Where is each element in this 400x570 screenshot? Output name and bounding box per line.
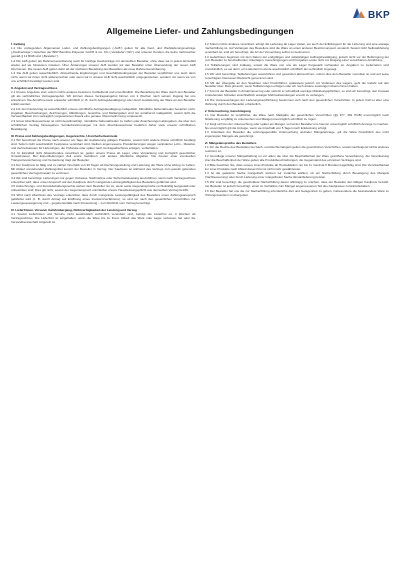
clause-paragraph: 5.1 Der Besteller ist verpflichtet, die Ware nach Maßgabe der gesetzlichen Vorschriften (§§ 377, 381 HGB) unverzüglich nach Ablieferung sorgfältig zu untersuchen und Mängel unverzüglich schriftlich zu rügen. [204, 113, 389, 121]
section-heading: VI. Mängelansprüche des Bestellers [204, 141, 257, 146]
section-heading: III. Preise und Zahlungsbedingungen, Gegenrechte, Unsicherheitseinrede [11, 133, 118, 138]
clause-paragraph: 3.6 Wird nach Abschluss des Vertrags erkennbar, dass durch mangelnde Leistungsfähigkeit des Bestellers unser Zahlungsanspruch gefährdet wird (z. B. durch Antrag auf Eröffnung eines Insolvenzverfahrens), so sind wir nach den gesetzlichen Vorschriften zur Leistungsverweigerung und – gegebenenfalls nach Fristsetzung – zum Rücktritt vom Vertrag berechtigt. [11, 193, 196, 205]
section-heading: I. Geltung [11, 43, 26, 46]
clause-paragraph: 6.1 Für die Rechte des Bestellers bei Sach- und Rechtsmängeln gelten die gesetzlichen Vorschriften, soweit nachfolgend nichts anderes bestimmt ist. [204, 145, 389, 154]
clause-paragraph: 6.5 Wir sind berechtigt, die geschuldete Nacherfüllung davon abhängig zu machen, dass der Besteller den fälligen Kaufpreis bezahlt. Der Besteller ist jedoch berechtigt, einen im Verhältnis zum Mangel angemessenen Teil des Kaufpreises zurückzubehalten. [204, 180, 389, 188]
clause-paragraph: 6.2 Grundlage unserer Mängelhaftung ist vor allem die über die Beschaffenheit der Ware getroffene Vereinbarung. Als Vereinbarung über die Beschaffenheit der Ware gelten alle Produktbeschreibungen, die Gegenstand des einzelnen Vertrages sind. [204, 154, 389, 162]
terms-column-left [11, 43, 196, 565]
clause-paragraph: 4.3 Lieferfristen beginnen mit dem Datum der endgültigen und vollständigen Auftragsbestätigung, jedoch nicht vor der Beibringung der vom Besteller zu beschaffenden Unterlagen, Genehmigungen und Freigaben sowie nicht vor Eingang einer vereinbarten Anzahlung. [204, 54, 389, 63]
section-heading: V. Untersuchung, Genehmigung [204, 108, 251, 113]
clause-paragraph: 5.2 Zeigt sich bei der Untersuchung oder später ein Mangel, so hat der Besteller uns hiervon unverzüglich schriftlich Anzeige zu machen. Als unverzüglich gilt die Anzeige, wenn sie innerhalb von 5 Tagen nach Entdeckung erfolgt. [204, 121, 389, 130]
terms-column-right [205, 43, 390, 565]
clause-paragraph: 6.3 Bitte beachten Sie, dass unsere Liner-Produkte ab Herstelldatum nur bis zu maximal 6 Monaten lagerfähig sind. Die Verarbeitbarkeit der Liner-Produkte nach Ablauf dieser Frist ist nicht mehr gewährleistet. [204, 162, 389, 171]
clause-paragraph: 6.6 Der Besteller hat uns die zur Nacherfüllung erforderliche Zeit und Gelegenheit zu geben, insbesondere die beanstandete Ware zu Prüfungszwecken zu übergeben. [204, 188, 389, 197]
clause-paragraph: 4.4 Teillieferungen sind zulässig, soweit die Ware von uns als Lager freigestellt vorhanden ist. Angaben zu Lieferzeiten sind unverbindlich, es sei denn, ein Liefertermin wurde ausdrücklich schriftlich als verbindlich zugesagt. [204, 63, 389, 72]
clause-paragraph: 1.3 Die ALB gelten ausschließlich. Abweichende Ergänzungen und Geschäftsbedingungen der Besteller verpflichten uns auch dann nicht, wenn wir ihnen nicht widersprechen oder wenn wir in unserer ALB nicht ausdrücklich entgegenstehen, sondern nur wenn sie von uns schriftlich bestätigt worden sind. [11, 71, 196, 84]
section-heading: IV. Lieferfristen, Versand, Gefahrübergang, Nichtverfügbarkeit der Leistung und Verzug [11, 207, 137, 212]
clause-paragraph: 4.2 Sofern nichts anderes vereinbart, erfolgt die Lieferung ab Lager Velten, wo auch der Erfüllungsort für die Lieferung und eine etwaige Nacherfüllung ist. Auf Verlangen des Bestellers wird die Ware an einen anderen Bestimmungsort versandt. Soweit nicht Selbstabholung vereinbart ist, sind wir berechtigt, die Art der Versendung selbst zu bestimmen. [204, 43, 389, 54]
clause-paragraph: 3.3 Der Kaufpreis ist fällig und zu zahlen innerhalb von 30 Tagen ab Rechnungsstellung und Lieferung der Ware ohne Abzug zu zahlen. Mit Ablauf vorstehender Zahlungsfrist kommt der Besteller in Verzug. Der Kaufpreis ist während des Verzugs zum jeweils geltenden gesetzlichen Verzugszinssatz zu verzinsen. [11, 163, 196, 175]
brand-name: BKP [367, 9, 390, 21]
clause-paragraph: 3.1 Wir berechnen die Preise nach unserer am Tage der Auslieferung gültigen Preisliste, soweit nicht andere Preise schriftlich bestätigt sind. Sofern nicht ausdrücklich Festpreise vereinbart sind, bleiben angemessene Preisänderungen wegen veränderter Lohn-, Material- und Vertriebskosten für Lieferungen, die 3 Monate oder später nach Vertragsabschluss erfolgen, vorbehalten. [11, 138, 196, 150]
document-title: Allgemeine Liefer- und Zahlungsbedingungen [106, 26, 294, 36]
section-heading: II. Angebot und Vertragsschluss [11, 85, 58, 90]
clause-paragraph: 3.2 Im Einzelfall nicht Abweichendes vereinbart ist, gelten unsere Preise ab Lager, ohne Verpackung und zuzüglich gesetzlicher Umsatzsteuer. Bei Exportlieferungen Zoll sowie Gebühren und andere öffentliche Abgaben. Die Kosten einer eventuellen Transportversicherung und Verpackung trägt der Besteller. [11, 150, 196, 163]
clause-paragraph: 2.2 Für den Kaufvertrag ist ausschließlich unsere schriftliche Auftragsbestätigung maßgeblich. Mündliche Nebenabreden bestehen nicht. Angaben, Beschreibungen, Zeichnungen, Abbildungen, Gewichts- und Maßangaben sind nur annähernd maßgeblich, soweit nicht die Verwendbarkeit zum vertraglich vorgesehenen Zweck eine genaue Übereinstimmung voraussetzt. [11, 106, 196, 119]
clause-paragraph: 4.1 Soweit Lieferfristen und Termine nicht ausdrücklich verbindlich vereinbart sind, beträgt die Lieferfrist ca. 4 Wochen ab Vertragsschluss. Die Lieferfrist ist eingehalten, wenn die Ware bis zu ihrem Ablauf das Werk oder Lager verlassen hat oder die Versandbereitschaft mitgeteilt ist. [11, 211, 196, 224]
clause-paragraph: 2.3 Unser Abschlussvertreter ist nicht bevollmächtigt, mündliche Nebenabreden zu treffen oder Zusicherungen abzugeben, die über den schriftlichen Vertrag hinausgehen. Sonderbestimmungen mit dem Abschlussvertreter bedürfen daher stets unserer schriftlichen Bestätigung. [11, 119, 196, 131]
clause-paragraph: 5.3 Unterlässt der Besteller die ordnungsgemäße Untersuchung und/oder Mängelanzeige, gilt die Ware hinsichtlich des nicht angezeigten Mangels als genehmigt. [204, 130, 389, 139]
clause-paragraph: 3.4 Wir sind berechtigt, Lieferungen nur gegen Vorkasse, Nachnahme oder Sicherheitsleistung auszuführen, wenn nach Vertragsschluss erkennbar wird, dass unser Anspruch auf den Kaufpreis durch mangelnde Leistungsfähigkeit des Bestellers gefährdet wird. [11, 175, 196, 184]
clause-paragraph: 4.7 Kommt der Besteller in Annahmeverzug oder verletzt er schuldhaft sonstige Mitwirkungspflichten, so sind wir berechtigt, den insoweit entstehenden Schaden einschließlich etwaiger Mehraufwendungen ersetzt zu verlangen. [204, 89, 389, 98]
clause-paragraph: 1.1 Die vorliegenden Allgemeinen Liefer- und Zahlungsbedingungen („ALB“) gelten für alle Kauf- und Werklieferungsverträge („Kaufverträge“) zwischen der BKP Berolina Polyester GmbH & Co. KG („Verkäufer“/„Wir“) und unseren Kunden, die keine Verbraucher gemäß § 13 BGB sind („Besteller“). [11, 46, 196, 59]
clause-paragraph: 4.6 Mit der Übergabe an den Spediteur oder Frachtführer, spätestens jedoch mit Verlassen des Lagers, geht die Gefahr auf den Besteller über. Dies gilt auch, wenn Teillieferungen erfolgen oder wir noch andere Leistungen übernommen haben. [204, 80, 389, 89]
clause-paragraph: 1.2 Die ALB gelten als Rahmenvereinbarung auch für künftige Kaufverträge mit demselben Besteller, ohne dass wir in jedem Einzelfall wieder auf sie hinweisen müssten. Über Änderungen unserer ALB werden wir den Besteller unter Übersendung der neuen ALB informieren. Die neuen ALB gelten dann ab der nächsten Bestellung des Bestellers als neue Rahmenvereinbarung. [11, 58, 196, 71]
terms-body [11, 43, 389, 565]
clause-paragraph: 2.1 Unsere Angebote sind, sofern nichts anderes bestimmt, freibleibend und unverbindlich. Die Bestellung der Ware durch den Besteller gilt als verbindliches Vertragsangebot. Wir können dieses Vertragsangebot binnen von 2 Wochen nach seinem Zugang bei uns annehmen. Die Annahme kann entweder schriftlich (z. B. durch Auftragsbestätigung) oder durch Auslieferung der Ware an den Besteller erklärt werden. [11, 90, 196, 106]
bkp-logo-icon [352, 6, 366, 24]
bkp-logo-icon-svg [352, 6, 366, 19]
brand-logo [352, 6, 390, 24]
clause-paragraph: 3.5 Aufrechnungs- und Zurückbehaltungsrechte stehen dem Besteller nur zu, wenn seine Gegenansprüche rechtskräftig festgestellt oder unbestritten sind. Dies gilt nicht, soweit der Gegenanspruch unmittelbar unsere Hauptleistungspflicht aus demselben Vertrag betrifft. [11, 184, 196, 193]
clause-paragraph: 4.5 Wir sind berechtigt, Teillieferungen auszuführen und gesondert abzurechnen, sofern dies dem Besteller zumutbar ist und auf seine berechtigten Interessen Rücksicht genommen wird. [204, 71, 389, 80]
clause-paragraph: 4.8 Die Voraussetzungen der Lieferungsverpflichtung bestimmen sich nach den gesetzlichen Vorschriften. In jedem Fall ist aber eine Mahnung durch den Besteller erforderlich. [204, 97, 389, 106]
clause-paragraph: 6.4 Ist die gelieferte Sache mangelhaft, können wir zunächst wählen, ob wir Nacherfüllung durch Beseitigung des Mangels (Nachbesserung) oder durch Lieferung einer mangelfreien Sache (Ersatzlieferung) leisten. [204, 171, 389, 180]
